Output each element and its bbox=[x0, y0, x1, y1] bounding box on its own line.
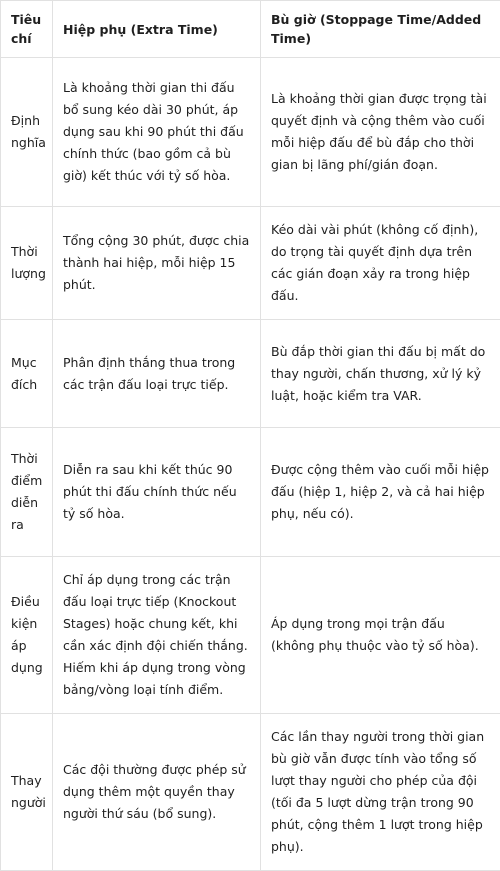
extra-time-cell: Là khoảng thời gian thi đấu bổ sung kéo dài 30 phút, áp dụng sau khi 90 phút thi đấu chính thức (bao gồm cả bù giờ) kết thúc với tỷ số hòa. bbox=[53, 58, 261, 207]
header-extra-time: Hiệp phụ (Extra Time) bbox=[53, 1, 261, 58]
stoppage-time-cell: Bù đắp thời gian thi đấu bị mất do thay người, chấn thương, xử lý kỷ luật, hoặc kiểm tra VAR. bbox=[261, 320, 500, 428]
stoppage-time-cell: Kéo dài vài phút (không cố định), do trọng tài quyết định dựa trên các gián đoạn xảy ra trong hiệp đấu. bbox=[261, 207, 500, 320]
table-row bbox=[1, 428, 500, 557]
stoppage-time-cell: Được cộng thêm vào cuối mỗi hiệp đấu (hiệp 1, hiệp 2, và cả hai hiệp phụ, nếu có). bbox=[261, 428, 500, 557]
table-row bbox=[1, 58, 500, 207]
criterion-cell: Thay người bbox=[1, 714, 53, 871]
criterion-cell: Mục đích bbox=[1, 320, 53, 428]
criterion-cell: Thời lượng bbox=[1, 207, 53, 320]
extra-time-cell: Diễn ra sau khi kết thúc 90 phút thi đấu chính thức nếu tỷ số hòa. bbox=[53, 428, 261, 557]
header-row bbox=[1, 1, 500, 58]
header-criterion: Tiêu chí bbox=[1, 1, 53, 58]
extra-time-cell: Các đội thường được phép sử dụng thêm một quyền thay người thứ sáu (bổ sung). bbox=[53, 714, 261, 871]
table-row bbox=[1, 557, 500, 714]
stoppage-time-cell: Áp dụng trong mọi trận đấu (không phụ thuộc vào tỷ số hòa). bbox=[261, 557, 500, 714]
criterion-cell: Điều kiện áp dụng bbox=[1, 557, 53, 714]
extra-time-cell: Phân định thắng thua trong các trận đấu loại trực tiếp. bbox=[53, 320, 261, 428]
stoppage-time-cell: Các lần thay người trong thời gian bù giờ vẫn được tính vào tổng số lượt thay người cho phép của đội (tối đa 5 lượt dừng trận trong 90 phút, cộng thêm 1 lượt trong hiệp phụ). bbox=[261, 714, 500, 871]
table-row bbox=[1, 207, 500, 320]
header-stoppage-time: Bù giờ (Stoppage Time/Added Time) bbox=[261, 1, 500, 58]
criterion-cell: Thời điểm diễn ra bbox=[1, 428, 53, 557]
extra-time-cell: Chỉ áp dụng trong các trận đấu loại trực tiếp (Knockout Stages) hoặc chung kết, khi cần xác định đội chiến thắng. Hiếm khi áp dụng trong vòng bảng/vòng loại tính điểm. bbox=[53, 557, 261, 714]
stoppage-time-cell: Là khoảng thời gian được trọng tài quyết định và cộng thêm vào cuối mỗi hiệp đấu để bù đắp cho thời gian bị lãng phí/gián đoạn. bbox=[261, 58, 500, 207]
table-row bbox=[1, 714, 500, 871]
criterion-cell: Định nghĩa bbox=[1, 58, 53, 207]
extra-time-cell: Tổng cộng 30 phút, được chia thành hai hiệp, mỗi hiệp 15 phút. bbox=[53, 207, 261, 320]
table-row bbox=[1, 320, 500, 428]
